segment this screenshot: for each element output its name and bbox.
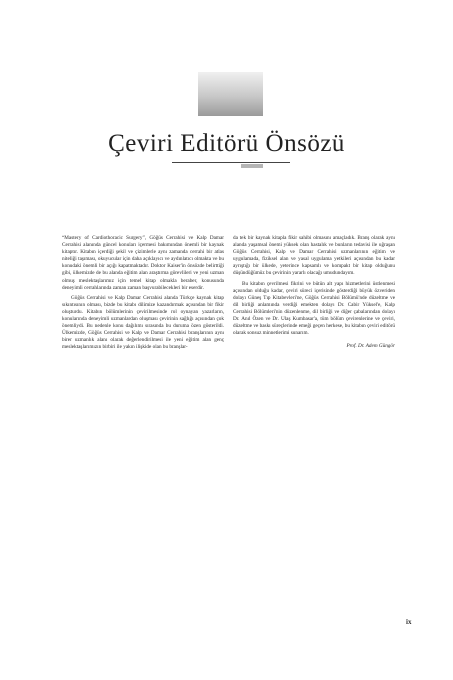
left-text-column (62, 235, 224, 355)
page-title: Çeviri Editörü Önsözü (108, 130, 345, 157)
title-accent-bar (241, 164, 263, 168)
paragraph: “Mastery of Cardiothoracic Surgery”, Göğüs Cerrahisi ve Kalp Damar Cerrahisi alanında güncel konuları içermesi bakımından önemli bir kaynak kitaptır. Kitabın içerdiği şekil ve çizimlerle aynı zamanda cerrahi bir atlas niteliği taşıması, okuyucular için daha açıklayıcı ve aydınlatıcı olmakta ve bu konudaki önemli bir açığı kapatmaktadır. Doktor Kaiser'in önsözde belirttiği gibi, ülkemizde de bu alanda eğitim alan araştırma görevlileri ve yeni uzman olmuş meslektaşlarımız için temel kitap olmakla beraber, konusunda deneyimli cerrahlarında zaman zaman başvurabilecekleri bir eserdir. (62, 235, 224, 291)
title-underline (172, 162, 290, 163)
author-signature: Prof. Dr. Adem Güngör (346, 343, 395, 350)
chapter-header-block (198, 72, 263, 116)
page-number: ix (406, 618, 412, 626)
right-text-column (233, 235, 395, 350)
paragraph: Bu kitabın çevrilmesi fikrini ve bütün alt yapı hizmetlerini üstlenmesi açısından olduğu kadar, çeviri süreci içerisinde gösterdiği büyük özveriden dolayı Güneş Tıp Kitabevleri'ne, Göğüs Cerrahisi Bölümü'nde düzeltme ve dil birliği anlamında verdiği emekten dolayı Dr. Cabir Yüksel'e, Kalp Cerrahisi Bölümleri'nin düzenlenme, dil birliği ve diğer çabalarından dolayı Dr. Anıl Özen ve Dr. Ulaş Kumbasar'a, tüm bölüm çevirenlerine ve çeviri, düzeltme ve baskı süreçlerinde emeği geçen herkese, bu kitabın çeviri editörü olarak sonsuz minnetlerimi sunarım. (233, 280, 395, 337)
paragraph: da tek bir kaynak kitapla fikir sahibi olmasını amaçladık. Branş olarak aynı alanda yaşamsal önemi yüksek olan hastalık ve bunların tedavisi ile uğraşan Göğüs Cerrahisi, Kalp ve Damar Cerrahisi uzmanlarının eğitim ve uygulamada, fiziksel alan ve yasal uygulama yetkileri açısından bu kadar ayrıştığı bir ülkede, yeterince kapsamlı ve kompakt bir kitap olduğunu düşündüğümüz bu çevirinin yararlı olacağı umudundayım. (233, 235, 395, 277)
paragraph: Göğüs Cerrahisi ve Kalp Damar Cerrahisi alanda Türkçe kaynak kitap sıkıntısının olması, bizde bu kitabı dilimize kazandırmak açısından bir fikir oluşturdu. Kitabın bölümlerinin çevirilmesinde rol oynayan yazarların, konularında deneyimli uzmanlardan oluşması çevirinin sağlığı açısından çok önemliydi. Bu nedenle konu dağılımı sırasında bu duruma özen gösterildi. Ülkemizde, Göğüs Cerrahisi ve Kalp ve Damar Cerrahisi branşlarının aynı birer uzmanlık alanı olarak değerlendirilmesi ile yeni eğitim alan genç meslektaşlarımızın birbiri ile yakın ilişkide olan bu branşlar- (62, 294, 224, 351)
